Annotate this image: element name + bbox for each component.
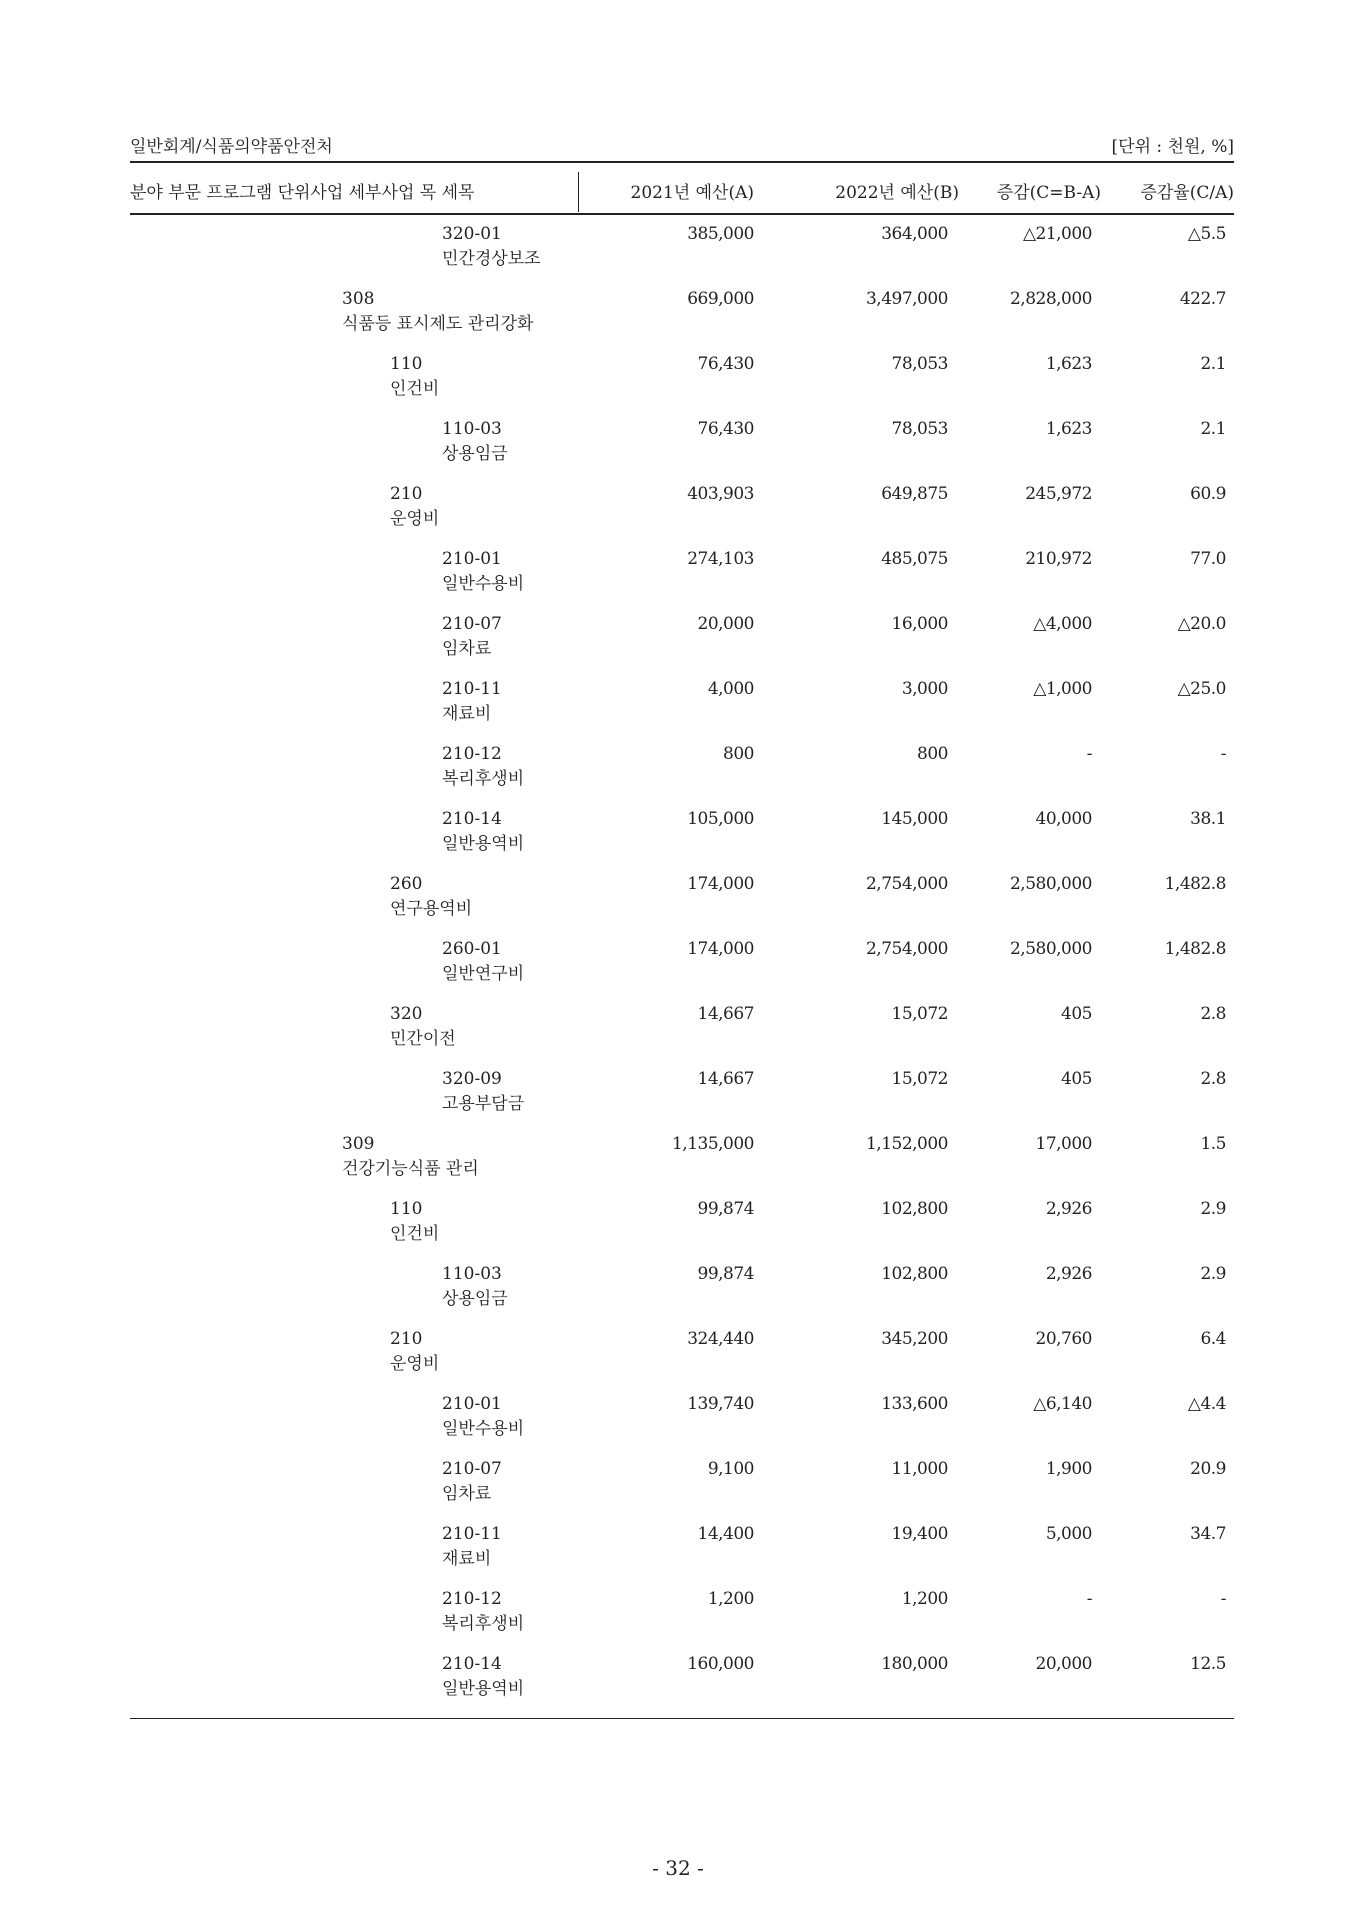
item-code: 308	[342, 289, 375, 309]
change-rate-cell: 2.9	[1200, 1264, 1226, 1284]
item-name: 민간이전	[390, 1029, 456, 1049]
change-rate-cell: △25.0	[1177, 679, 1226, 699]
table-top-rule	[130, 161, 1234, 163]
change-rate-cell: △4.4	[1187, 1394, 1226, 1414]
budget-2022-cell: 145,000	[881, 809, 948, 829]
column-header-change: 증감(C=B-A)	[996, 183, 1101, 203]
table-header-rule	[130, 213, 1234, 215]
table-row	[130, 224, 1234, 289]
budget-2022-cell: 180,000	[881, 1654, 948, 1674]
budget-2022-cell: 364,000	[881, 224, 948, 244]
account-title: 일반회계/식품의약품안전처	[130, 137, 333, 157]
column-header-change-rate: 증감율(C/A)	[1140, 183, 1234, 203]
item-code: 110	[390, 354, 423, 374]
change-cell: -	[1086, 744, 1092, 764]
change-cell: 1,623	[1045, 419, 1092, 439]
budget-2022-cell: 800	[917, 744, 948, 764]
table-row	[130, 1394, 1234, 1459]
item-code: 210-01	[442, 549, 502, 569]
change-rate-cell: 2.1	[1200, 354, 1226, 374]
budget-2021-cell: 1,200	[707, 1589, 754, 1609]
change-rate-cell: 20.9	[1190, 1459, 1226, 1479]
item-code: 210-07	[442, 614, 502, 634]
table-row	[130, 1199, 1234, 1264]
budget-2022-cell: 2,754,000	[865, 939, 948, 959]
item-code: 210-12	[442, 1589, 502, 1609]
change-cell: 20,000	[1035, 1654, 1092, 1674]
change-cell: 2,580,000	[1009, 874, 1092, 894]
change-rate-cell: 1,482.8	[1164, 874, 1226, 894]
budget-2022-cell: 16,000	[891, 614, 948, 634]
change-cell: △21,000	[1022, 224, 1092, 244]
budget-2021-cell: 105,000	[687, 809, 754, 829]
budget-2021-cell: 174,000	[687, 874, 754, 894]
item-name: 일반수용비	[442, 574, 525, 594]
budget-2021-cell: 14,667	[697, 1004, 754, 1024]
item-code: 210	[390, 1329, 423, 1349]
budget-2021-cell: 9,100	[707, 1459, 754, 1479]
change-rate-cell: 12.5	[1190, 1654, 1226, 1674]
change-cell: 2,926	[1045, 1199, 1092, 1219]
item-code: 320	[390, 1004, 423, 1024]
budget-2022-cell: 649,875	[881, 484, 948, 504]
change-cell: 5,000	[1045, 1524, 1092, 1544]
item-code: 260	[390, 874, 423, 894]
budget-2021-cell: 14,667	[697, 1069, 754, 1089]
item-code: 320-01	[442, 224, 502, 244]
budget-2022-cell: 345,200	[881, 1329, 948, 1349]
change-rate-cell: 1.5	[1200, 1134, 1226, 1154]
page-header	[130, 132, 1234, 158]
change-cell: 1,900	[1045, 1459, 1092, 1479]
item-name: 운영비	[390, 1354, 440, 1374]
budget-2022-cell: 102,800	[881, 1199, 948, 1219]
budget-2022-cell: 11,000	[891, 1459, 948, 1479]
change-rate-cell: 77.0	[1190, 549, 1226, 569]
budget-2022-cell: 15,072	[891, 1004, 948, 1024]
change-cell: 210,972	[1025, 549, 1092, 569]
budget-2022-cell: 78,053	[891, 419, 948, 439]
budget-2021-cell: 76,430	[697, 419, 754, 439]
budget-2022-cell: 15,072	[891, 1069, 948, 1089]
item-code: 110-03	[442, 419, 502, 439]
budget-2021-cell: 76,430	[697, 354, 754, 374]
table-row	[130, 1524, 1234, 1589]
item-name: 일반연구비	[442, 964, 525, 984]
table-row	[130, 614, 1234, 679]
budget-2021-cell: 174,000	[687, 939, 754, 959]
table-row	[130, 289, 1234, 354]
change-rate-cell: 60.9	[1190, 484, 1226, 504]
item-name: 상용임금	[442, 1289, 508, 1309]
budget-2022-cell: 485,075	[881, 549, 948, 569]
change-rate-cell: -	[1220, 744, 1226, 764]
item-name: 임차료	[442, 639, 492, 659]
budget-2022-cell: 1,200	[901, 1589, 948, 1609]
change-cell: △4,000	[1033, 614, 1092, 634]
item-name: 운영비	[390, 509, 440, 529]
item-name: 재료비	[442, 704, 492, 724]
budget-2021-cell: 4,000	[707, 679, 754, 699]
table-row	[130, 744, 1234, 809]
table-row	[130, 1004, 1234, 1069]
change-cell: 40,000	[1035, 809, 1092, 829]
budget-2021-cell: 99,874	[697, 1264, 754, 1284]
change-cell: 245,972	[1025, 484, 1092, 504]
table-column-header	[130, 166, 1234, 212]
change-cell: 20,760	[1035, 1329, 1092, 1349]
budget-2021-cell: 1,135,000	[671, 1134, 754, 1154]
budget-2021-cell: 324,440	[687, 1329, 754, 1349]
change-cell: 405	[1061, 1004, 1092, 1024]
table-row	[130, 549, 1234, 614]
budget-2021-cell: 139,740	[687, 1394, 754, 1414]
budget-2022-cell: 3,497,000	[865, 289, 948, 309]
table-row	[130, 679, 1234, 744]
change-cell: 1,623	[1045, 354, 1092, 374]
change-cell: 17,000	[1035, 1134, 1092, 1154]
budget-2022-cell: 3,000	[901, 679, 948, 699]
table-row	[130, 809, 1234, 874]
item-code: 210-14	[442, 1654, 502, 1674]
change-rate-cell: 2.1	[1200, 419, 1226, 439]
budget-2021-cell: 20,000	[697, 614, 754, 634]
item-code: 210-01	[442, 1394, 502, 1414]
table-row	[130, 1589, 1234, 1654]
item-code: 210-11	[442, 679, 502, 699]
change-cell: 405	[1061, 1069, 1092, 1089]
item-name: 인건비	[390, 1224, 440, 1244]
budget-2022-cell: 102,800	[881, 1264, 948, 1284]
item-name: 복리후생비	[442, 1614, 525, 1634]
change-rate-cell: 422.7	[1179, 289, 1226, 309]
item-name: 연구용역비	[390, 899, 473, 919]
change-rate-cell: 2.8	[1200, 1069, 1226, 1089]
table-row	[130, 1459, 1234, 1524]
table-row	[130, 1069, 1234, 1134]
change-cell: 2,828,000	[1009, 289, 1092, 309]
budget-2021-cell: 669,000	[687, 289, 754, 309]
column-header-budget-2022: 2022년 예산(B)	[835, 183, 959, 203]
table-row	[130, 484, 1234, 549]
change-cell: -	[1086, 1589, 1092, 1609]
item-name: 복리후생비	[442, 769, 525, 789]
table-row	[130, 354, 1234, 419]
table-row	[130, 1134, 1234, 1199]
budget-2021-cell: 385,000	[687, 224, 754, 244]
item-code: 210-12	[442, 744, 502, 764]
budget-2022-cell: 2,754,000	[865, 874, 948, 894]
table-row	[130, 1329, 1234, 1394]
column-divider	[578, 172, 579, 212]
item-name: 식품등 표시제도 관리강화	[342, 314, 534, 334]
item-code: 110	[390, 1199, 423, 1219]
item-name: 임차료	[442, 1484, 492, 1504]
budget-2022-cell: 19,400	[891, 1524, 948, 1544]
change-rate-cell: △20.0	[1177, 614, 1226, 634]
change-rate-cell: △5.5	[1187, 224, 1226, 244]
column-header-budget-2021: 2021년 예산(A)	[630, 183, 754, 203]
item-name: 인건비	[390, 379, 440, 399]
item-name: 재료비	[442, 1549, 492, 1569]
change-rate-cell: 6.4	[1200, 1329, 1226, 1349]
item-code: 210	[390, 484, 423, 504]
budget-2021-cell: 99,874	[697, 1199, 754, 1219]
table-row	[130, 1654, 1234, 1719]
item-code: 110-03	[442, 1264, 502, 1284]
item-name: 건강기능식품 관리	[342, 1159, 479, 1179]
budget-2021-cell: 403,903	[687, 484, 754, 504]
table-row	[130, 874, 1234, 939]
table-row	[130, 939, 1234, 1004]
budget-2021-cell: 14,400	[697, 1524, 754, 1544]
item-code: 210-11	[442, 1524, 502, 1544]
unit-label: [단위 : 천원, %]	[1111, 137, 1234, 157]
item-name: 일반용역비	[442, 1679, 525, 1699]
item-code: 320-09	[442, 1069, 502, 1089]
change-rate-cell: 1,482.8	[1164, 939, 1226, 959]
budget-2021-cell: 160,000	[687, 1654, 754, 1674]
change-rate-cell: 2.8	[1200, 1004, 1226, 1024]
change-rate-cell: -	[1220, 1589, 1226, 1609]
change-cell: △6,140	[1033, 1394, 1092, 1414]
item-name: 민간경상보조	[442, 249, 541, 269]
change-cell: △1,000	[1033, 679, 1092, 699]
item-code: 260-01	[442, 939, 502, 959]
table-row	[130, 1264, 1234, 1329]
item-code: 309	[342, 1134, 375, 1154]
budget-2022-cell: 1,152,000	[865, 1134, 948, 1154]
change-cell: 2,926	[1045, 1264, 1092, 1284]
item-name: 일반용역비	[442, 834, 525, 854]
budget-table-body	[130, 224, 1234, 1719]
item-code: 210-07	[442, 1459, 502, 1479]
change-rate-cell: 2.9	[1200, 1199, 1226, 1219]
change-rate-cell: 38.1	[1190, 809, 1226, 829]
table-row	[130, 419, 1234, 484]
change-cell: 2,580,000	[1009, 939, 1092, 959]
budget-2021-cell: 274,103	[687, 549, 754, 569]
item-name: 일반수용비	[442, 1419, 525, 1439]
item-code: 210-14	[442, 809, 502, 829]
item-name: 상용임금	[442, 444, 508, 464]
change-rate-cell: 34.7	[1190, 1524, 1226, 1544]
column-header-hierarchy: 분야 부문 프로그램 단위사업 세부사업 목 세목	[130, 183, 475, 203]
item-name: 고용부담금	[442, 1094, 525, 1114]
page-number: - 32 -	[652, 1856, 704, 1880]
table-bottom-rule	[130, 1718, 1234, 1719]
budget-2022-cell: 78,053	[891, 354, 948, 374]
budget-2022-cell: 133,600	[881, 1394, 948, 1414]
budget-2021-cell: 800	[723, 744, 754, 764]
